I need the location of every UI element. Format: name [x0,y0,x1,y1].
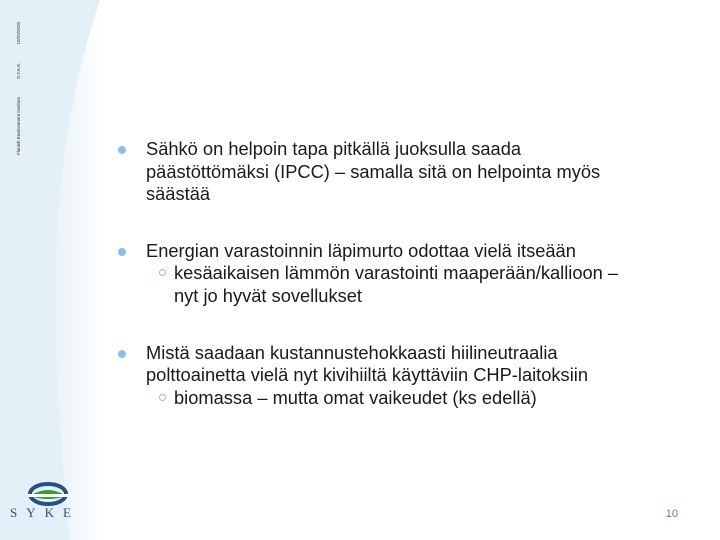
bullet-dot [118,248,126,256]
vertical-footer [16,22,21,155]
bullet-dot [118,350,126,358]
bullet-text: polttoainetta vielä nyt kivihiiltä käyttäviin CHP-laitoksiin [146,364,588,386]
bullet-text: säästää [146,183,211,205]
sub-bullet [146,387,678,410]
footer-org: Finnish Environment Institute [16,96,21,155]
sub-bullet-text: biomassa – mutta omat vaikeudet (ks edellä) [174,386,537,408]
footer-author: S.Y.K.E. [16,62,21,79]
bullet-text: päästöttömäksi (IPCC) – samalla sitä on helpointa myös [146,160,601,182]
sub-bullet-text: nyt jo hyvät sovellukset [174,284,362,306]
page-number: 10 [665,508,678,520]
bullet-text: Mistä saadaan kustannustehokkaasti hiilineutraalia [146,341,558,363]
footer-date: 10/29/2020 [16,22,21,45]
bullet-1 [118,138,678,206]
sub-bullet-text: kesäaikaisen lämmön varastointi maaperään/kallioon – [174,262,619,284]
bullet-text: Energian varastoinnin läpimurto odottaa vielä itseään [146,239,576,261]
sub-bullet [146,262,678,307]
bullet-3 [118,342,678,410]
sub-bullet-dot [159,269,166,276]
sub-bullet-dot [159,394,166,401]
bullet-2 [118,240,678,308]
logo-text: SYKE [10,505,80,520]
bullet-text: Sähkö on helpoin tapa pitkällä juoksulla saada [146,138,522,159]
bullet-dot [118,146,126,154]
slide-content [118,138,678,443]
